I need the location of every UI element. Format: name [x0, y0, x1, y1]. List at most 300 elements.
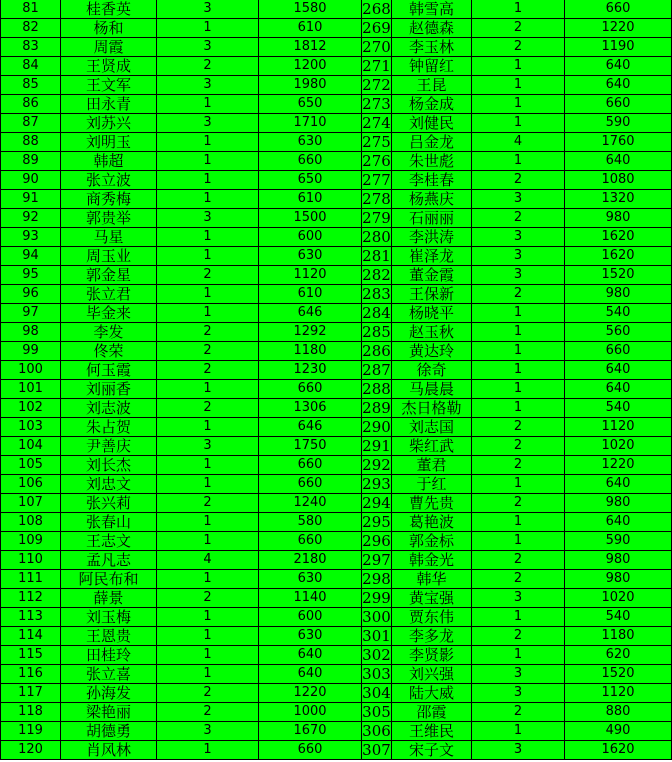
id-cell[interactable]: 84 [1, 57, 61, 76]
id-cell[interactable]: 288 [362, 380, 391, 398]
amount-cell[interactable]: 1980 [259, 76, 362, 95]
amount-cell[interactable]: 1120 [259, 266, 362, 285]
count-cell[interactable]: 1 [157, 304, 259, 323]
amount-cell[interactable]: 540 [565, 399, 672, 418]
amount-cell[interactable]: 980 [565, 570, 672, 589]
count-cell[interactable]: 1 [157, 513, 259, 532]
amount-cell[interactable]: 1580 [259, 0, 362, 19]
id-cell[interactable]: 97 [1, 304, 61, 323]
id-cell[interactable]: 111 [1, 570, 61, 589]
amount-cell[interactable]: 880 [565, 703, 672, 722]
amount-cell[interactable]: 650 [259, 95, 362, 114]
id-cell[interactable]: 295 [362, 513, 391, 531]
amount-cell[interactable]: 1620 [565, 247, 672, 266]
name-cell[interactable]: 郭贵举 [61, 209, 157, 228]
count-cell[interactable]: 1 [157, 133, 259, 152]
id-cell[interactable]: 103 [1, 418, 61, 437]
count-cell[interactable]: 2 [157, 342, 259, 361]
count-cell[interactable]: 3 [157, 38, 259, 57]
id-cell[interactable]: 94 [1, 247, 61, 266]
count-cell[interactable]: 1 [157, 418, 259, 437]
amount-cell[interactable]: 1306 [259, 399, 362, 418]
count-cell[interactable]: 3 [472, 190, 565, 209]
id-cell[interactable]: 112 [1, 589, 61, 608]
name-cell[interactable]: 田桂玲 [61, 646, 157, 665]
amount-cell[interactable]: 640 [565, 475, 672, 494]
id-cell[interactable]: 301 [362, 627, 391, 645]
id-cell[interactable]: 90 [1, 171, 61, 190]
count-cell[interactable]: 1 [472, 114, 565, 133]
id-cell[interactable]: 120 [1, 741, 61, 760]
amount-cell[interactable]: 1120 [565, 684, 672, 703]
amount-cell[interactable]: 2180 [259, 551, 362, 570]
id-cell[interactable]: 85 [1, 76, 61, 95]
name-cell[interactable]: 刘兴强 [392, 665, 472, 684]
count-cell[interactable]: 1 [157, 570, 259, 589]
count-cell[interactable]: 1 [472, 323, 565, 342]
name-cell[interactable]: 薛景 [61, 589, 157, 608]
count-cell[interactable]: 1 [472, 0, 565, 19]
count-cell[interactable]: 1 [157, 627, 259, 646]
name-cell[interactable]: 赵德森 [392, 19, 472, 38]
amount-cell[interactable]: 600 [259, 608, 362, 627]
name-cell[interactable]: 刘忠文 [61, 475, 157, 494]
name-cell[interactable]: 田永青 [61, 95, 157, 114]
amount-cell[interactable]: 630 [259, 133, 362, 152]
amount-cell[interactable]: 1292 [259, 323, 362, 342]
count-cell[interactable]: 3 [472, 228, 565, 247]
amount-cell[interactable]: 980 [565, 209, 672, 228]
name-cell[interactable]: 崔泽龙 [392, 247, 472, 266]
amount-cell[interactable]: 640 [565, 380, 672, 399]
count-cell[interactable]: 3 [472, 247, 565, 266]
name-cell[interactable]: 于红 [392, 475, 472, 494]
count-cell[interactable]: 2 [472, 551, 565, 570]
count-cell[interactable]: 1 [157, 228, 259, 247]
amount-cell[interactable]: 646 [259, 418, 362, 437]
count-cell[interactable]: 1 [157, 152, 259, 171]
count-cell[interactable]: 1 [157, 190, 259, 209]
name-cell[interactable]: 周玉业 [61, 247, 157, 266]
id-cell[interactable]: 290 [362, 418, 391, 436]
id-cell[interactable]: 106 [1, 475, 61, 494]
name-cell[interactable]: 王维民 [392, 722, 472, 741]
name-cell[interactable]: 张立喜 [61, 665, 157, 684]
amount-cell[interactable]: 660 [259, 475, 362, 494]
id-cell[interactable]: 271 [362, 57, 391, 75]
amount-cell[interactable]: 640 [565, 361, 672, 380]
count-cell[interactable]: 4 [472, 133, 565, 152]
id-cell[interactable]: 272 [362, 76, 391, 94]
amount-cell[interactable]: 660 [565, 95, 672, 114]
id-cell[interactable]: 100 [1, 361, 61, 380]
count-cell[interactable]: 3 [157, 722, 259, 741]
id-cell[interactable]: 299 [362, 589, 391, 607]
count-cell[interactable]: 2 [472, 494, 565, 513]
amount-cell[interactable]: 540 [565, 608, 672, 627]
name-cell[interactable]: 韩金光 [392, 551, 472, 570]
id-cell[interactable]: 269 [362, 19, 391, 37]
name-cell[interactable]: 吕金龙 [392, 133, 472, 152]
count-cell[interactable]: 2 [472, 19, 565, 38]
name-cell[interactable]: 李桂春 [392, 171, 472, 190]
amount-cell[interactable]: 660 [259, 456, 362, 475]
name-cell[interactable]: 曹先贵 [392, 494, 472, 513]
count-cell[interactable]: 3 [472, 741, 565, 760]
id-cell[interactable]: 280 [362, 228, 391, 246]
id-cell[interactable]: 101 [1, 380, 61, 399]
id-cell[interactable]: 303 [362, 665, 391, 683]
count-cell[interactable]: 1 [157, 380, 259, 399]
count-cell[interactable]: 1 [472, 95, 565, 114]
amount-cell[interactable]: 1710 [259, 114, 362, 133]
id-cell[interactable]: 293 [362, 475, 391, 493]
count-cell[interactable]: 2 [157, 57, 259, 76]
name-cell[interactable]: 毕金来 [61, 304, 157, 323]
id-cell[interactable]: 98 [1, 323, 61, 342]
id-cell[interactable]: 294 [362, 494, 391, 512]
amount-cell[interactable]: 1120 [565, 418, 672, 437]
name-cell[interactable]: 刘志国 [392, 418, 472, 437]
count-cell[interactable]: 1 [472, 722, 565, 741]
amount-cell[interactable]: 610 [259, 285, 362, 304]
count-cell[interactable]: 2 [472, 418, 565, 437]
count-cell[interactable]: 3 [157, 437, 259, 456]
count-cell[interactable]: 1 [472, 646, 565, 665]
id-cell[interactable]: 88 [1, 133, 61, 152]
id-cell[interactable]: 276 [362, 152, 391, 170]
id-cell[interactable]: 302 [362, 646, 391, 664]
count-cell[interactable]: 3 [157, 0, 259, 19]
id-cell[interactable]: 99 [1, 342, 61, 361]
name-cell[interactable]: 钟留红 [392, 57, 472, 76]
id-cell[interactable]: 102 [1, 399, 61, 418]
name-cell[interactable]: 何玉霞 [61, 361, 157, 380]
name-cell[interactable]: 王保新 [392, 285, 472, 304]
count-cell[interactable]: 1 [472, 342, 565, 361]
id-cell[interactable]: 89 [1, 152, 61, 171]
amount-cell[interactable]: 620 [565, 646, 672, 665]
amount-cell[interactable]: 630 [259, 627, 362, 646]
count-cell[interactable]: 1 [472, 475, 565, 494]
id-cell[interactable]: 275 [362, 133, 391, 151]
name-cell[interactable]: 韩雪高 [392, 0, 472, 19]
amount-cell[interactable]: 1180 [565, 627, 672, 646]
name-cell[interactable]: 董君 [392, 456, 472, 475]
amount-cell[interactable]: 1220 [259, 684, 362, 703]
count-cell[interactable]: 1 [472, 76, 565, 95]
id-cell[interactable]: 119 [1, 722, 61, 741]
amount-cell[interactable]: 1620 [565, 228, 672, 247]
amount-cell[interactable]: 650 [259, 171, 362, 190]
count-cell[interactable]: 2 [157, 703, 259, 722]
id-cell[interactable]: 283 [362, 285, 391, 303]
name-cell[interactable]: 柴红武 [392, 437, 472, 456]
name-cell[interactable]: 王文军 [61, 76, 157, 95]
count-cell[interactable]: 4 [157, 551, 259, 570]
id-cell[interactable]: 282 [362, 266, 391, 284]
amount-cell[interactable]: 660 [565, 0, 672, 19]
name-cell[interactable]: 阿民布和 [61, 570, 157, 589]
count-cell[interactable]: 1 [157, 475, 259, 494]
count-cell[interactable]: 1 [472, 361, 565, 380]
name-cell[interactable]: 杨金成 [392, 95, 472, 114]
name-cell[interactable]: 王志文 [61, 532, 157, 551]
amount-cell[interactable]: 580 [259, 513, 362, 532]
id-cell[interactable]: 96 [1, 285, 61, 304]
amount-cell[interactable]: 1020 [565, 589, 672, 608]
count-cell[interactable]: 1 [472, 608, 565, 627]
amount-cell[interactable]: 980 [565, 494, 672, 513]
name-cell[interactable]: 王贤成 [61, 57, 157, 76]
count-cell[interactable]: 3 [157, 114, 259, 133]
count-cell[interactable]: 3 [472, 266, 565, 285]
amount-cell[interactable]: 1220 [565, 456, 672, 475]
name-cell[interactable]: 尹善庆 [61, 437, 157, 456]
count-cell[interactable]: 2 [472, 38, 565, 57]
name-cell[interactable]: 李玉林 [392, 38, 472, 57]
amount-cell[interactable]: 1812 [259, 38, 362, 57]
id-cell[interactable]: 108 [1, 513, 61, 532]
name-cell[interactable]: 李发 [61, 323, 157, 342]
id-cell[interactable]: 305 [362, 703, 391, 721]
amount-cell[interactable]: 1320 [565, 190, 672, 209]
id-cell[interactable]: 107 [1, 494, 61, 513]
name-cell[interactable]: 葛艳波 [392, 513, 472, 532]
name-cell[interactable]: 郭金星 [61, 266, 157, 285]
id-cell[interactable]: 117 [1, 684, 61, 703]
name-cell[interactable]: 胡德勇 [61, 722, 157, 741]
count-cell[interactable]: 2 [472, 209, 565, 228]
id-cell[interactable]: 87 [1, 114, 61, 133]
count-cell[interactable]: 2 [472, 171, 565, 190]
id-cell[interactable]: 274 [362, 114, 391, 132]
amount-cell[interactable]: 610 [259, 19, 362, 38]
id-cell[interactable]: 95 [1, 266, 61, 285]
count-cell[interactable]: 2 [157, 266, 259, 285]
id-cell[interactable]: 116 [1, 665, 61, 684]
count-cell[interactable]: 1 [472, 399, 565, 418]
id-cell[interactable]: 110 [1, 551, 61, 570]
amount-cell[interactable]: 640 [565, 513, 672, 532]
count-cell[interactable]: 1 [472, 57, 565, 76]
id-cell[interactable]: 273 [362, 95, 391, 113]
name-cell[interactable]: 韩超 [61, 152, 157, 171]
id-cell[interactable]: 296 [362, 532, 391, 550]
id-cell[interactable]: 287 [362, 361, 391, 379]
count-cell[interactable]: 2 [157, 399, 259, 418]
count-cell[interactable]: 2 [472, 570, 565, 589]
count-cell[interactable]: 2 [157, 589, 259, 608]
amount-cell[interactable]: 1620 [565, 741, 672, 760]
count-cell[interactable]: 1 [472, 304, 565, 323]
name-cell[interactable]: 石丽丽 [392, 209, 472, 228]
amount-cell[interactable]: 640 [565, 57, 672, 76]
name-cell[interactable]: 马晨晨 [392, 380, 472, 399]
amount-cell[interactable]: 1240 [259, 494, 362, 513]
count-cell[interactable]: 1 [472, 532, 565, 551]
count-cell[interactable]: 1 [157, 19, 259, 38]
name-cell[interactable]: 张兴莉 [61, 494, 157, 513]
id-cell[interactable]: 83 [1, 38, 61, 57]
amount-cell[interactable]: 980 [565, 551, 672, 570]
count-cell[interactable]: 1 [472, 380, 565, 399]
amount-cell[interactable]: 646 [259, 304, 362, 323]
id-cell[interactable]: 279 [362, 209, 391, 227]
name-cell[interactable]: 杨晓平 [392, 304, 472, 323]
count-cell[interactable]: 2 [472, 703, 565, 722]
name-cell[interactable]: 杰日格勒 [392, 399, 472, 418]
amount-cell[interactable]: 640 [259, 646, 362, 665]
amount-cell[interactable]: 490 [565, 722, 672, 741]
count-cell[interactable]: 2 [472, 437, 565, 456]
id-cell[interactable]: 93 [1, 228, 61, 247]
id-cell[interactable]: 289 [362, 399, 391, 417]
amount-cell[interactable]: 1670 [259, 722, 362, 741]
count-cell[interactable]: 3 [157, 209, 259, 228]
amount-cell[interactable]: 1080 [565, 171, 672, 190]
id-cell[interactable]: 300 [362, 608, 391, 626]
name-cell[interactable]: 刘健民 [392, 114, 472, 133]
name-cell[interactable]: 商秀梅 [61, 190, 157, 209]
amount-cell[interactable]: 1140 [259, 589, 362, 608]
amount-cell[interactable]: 660 [259, 741, 362, 760]
count-cell[interactable]: 1 [157, 741, 259, 760]
name-cell[interactable]: 周霞 [61, 38, 157, 57]
name-cell[interactable]: 刘玉梅 [61, 608, 157, 627]
amount-cell[interactable]: 1750 [259, 437, 362, 456]
id-cell[interactable]: 277 [362, 171, 391, 189]
name-cell[interactable]: 贾东伟 [392, 608, 472, 627]
id-cell[interactable]: 281 [362, 247, 391, 265]
id-cell[interactable]: 109 [1, 532, 61, 551]
amount-cell[interactable]: 1180 [259, 342, 362, 361]
count-cell[interactable]: 1 [157, 532, 259, 551]
name-cell[interactable]: 张立君 [61, 285, 157, 304]
id-cell[interactable]: 270 [362, 38, 391, 56]
id-cell[interactable]: 285 [362, 323, 391, 341]
amount-cell[interactable]: 640 [565, 152, 672, 171]
amount-cell[interactable]: 630 [259, 570, 362, 589]
name-cell[interactable]: 王昆 [392, 76, 472, 95]
count-cell[interactable]: 1 [157, 665, 259, 684]
count-cell[interactable]: 1 [472, 513, 565, 532]
name-cell[interactable]: 刘明玉 [61, 133, 157, 152]
name-cell[interactable]: 韩华 [392, 570, 472, 589]
id-cell[interactable]: 86 [1, 95, 61, 114]
name-cell[interactable]: 李多龙 [392, 627, 472, 646]
count-cell[interactable]: 1 [157, 646, 259, 665]
amount-cell[interactable]: 1220 [565, 19, 672, 38]
name-cell[interactable]: 刘丽香 [61, 380, 157, 399]
id-cell[interactable]: 307 [362, 741, 391, 759]
name-cell[interactable]: 刘长杰 [61, 456, 157, 475]
id-cell[interactable]: 306 [362, 722, 391, 740]
id-cell[interactable]: 113 [1, 608, 61, 627]
count-cell[interactable]: 3 [472, 589, 565, 608]
amount-cell[interactable]: 1020 [565, 437, 672, 456]
count-cell[interactable]: 2 [472, 627, 565, 646]
name-cell[interactable]: 佟荣 [61, 342, 157, 361]
amount-cell[interactable]: 660 [565, 342, 672, 361]
name-cell[interactable]: 孟凡志 [61, 551, 157, 570]
amount-cell[interactable]: 590 [565, 114, 672, 133]
count-cell[interactable]: 1 [157, 95, 259, 114]
amount-cell[interactable]: 980 [565, 285, 672, 304]
id-cell[interactable]: 286 [362, 342, 391, 360]
count-cell[interactable]: 1 [157, 608, 259, 627]
amount-cell[interactable]: 590 [565, 532, 672, 551]
name-cell[interactable]: 赵玉秋 [392, 323, 472, 342]
amount-cell[interactable]: 660 [259, 532, 362, 551]
count-cell[interactable]: 2 [157, 361, 259, 380]
amount-cell[interactable]: 1200 [259, 57, 362, 76]
id-cell[interactable]: 82 [1, 19, 61, 38]
name-cell[interactable]: 孙海发 [61, 684, 157, 703]
amount-cell[interactable]: 1520 [565, 665, 672, 684]
amount-cell[interactable]: 1760 [565, 133, 672, 152]
amount-cell[interactable]: 640 [259, 665, 362, 684]
name-cell[interactable]: 张春山 [61, 513, 157, 532]
id-cell[interactable]: 291 [362, 437, 391, 455]
count-cell[interactable]: 2 [472, 285, 565, 304]
amount-cell[interactable]: 1520 [565, 266, 672, 285]
name-cell[interactable]: 郭金标 [392, 532, 472, 551]
id-cell[interactable]: 81 [1, 0, 61, 19]
amount-cell[interactable]: 1000 [259, 703, 362, 722]
count-cell[interactable]: 2 [157, 494, 259, 513]
amount-cell[interactable]: 630 [259, 247, 362, 266]
count-cell[interactable]: 1 [157, 285, 259, 304]
amount-cell[interactable]: 1500 [259, 209, 362, 228]
id-cell[interactable]: 114 [1, 627, 61, 646]
name-cell[interactable]: 马星 [61, 228, 157, 247]
name-cell[interactable]: 杨和 [61, 19, 157, 38]
name-cell[interactable]: 陆大威 [392, 684, 472, 703]
name-cell[interactable]: 李贤影 [392, 646, 472, 665]
count-cell[interactable]: 2 [157, 323, 259, 342]
id-cell[interactable]: 105 [1, 456, 61, 475]
name-cell[interactable]: 徐奇 [392, 361, 472, 380]
id-cell[interactable]: 292 [362, 456, 391, 474]
amount-cell[interactable]: 660 [259, 380, 362, 399]
id-cell[interactable]: 304 [362, 684, 391, 702]
name-cell[interactable]: 张立波 [61, 171, 157, 190]
amount-cell[interactable]: 540 [565, 304, 672, 323]
count-cell[interactable]: 3 [472, 665, 565, 684]
name-cell[interactable]: 邵霞 [392, 703, 472, 722]
amount-cell[interactable]: 610 [259, 190, 362, 209]
id-cell[interactable]: 284 [362, 304, 391, 322]
count-cell[interactable]: 2 [472, 456, 565, 475]
name-cell[interactable]: 宋子文 [392, 741, 472, 760]
amount-cell[interactable]: 640 [565, 76, 672, 95]
count-cell[interactable]: 1 [157, 456, 259, 475]
name-cell[interactable]: 刘志波 [61, 399, 157, 418]
count-cell[interactable]: 3 [157, 76, 259, 95]
id-cell[interactable]: 115 [1, 646, 61, 665]
id-cell[interactable]: 92 [1, 209, 61, 228]
count-cell[interactable]: 2 [157, 684, 259, 703]
name-cell[interactable]: 杨燕庆 [392, 190, 472, 209]
name-cell[interactable]: 朱世彪 [392, 152, 472, 171]
id-cell[interactable]: 278 [362, 190, 391, 208]
name-cell[interactable]: 梁艳丽 [61, 703, 157, 722]
count-cell[interactable]: 1 [157, 247, 259, 266]
id-cell[interactable]: 91 [1, 190, 61, 209]
name-cell[interactable]: 王恩贵 [61, 627, 157, 646]
amount-cell[interactable]: 660 [259, 152, 362, 171]
